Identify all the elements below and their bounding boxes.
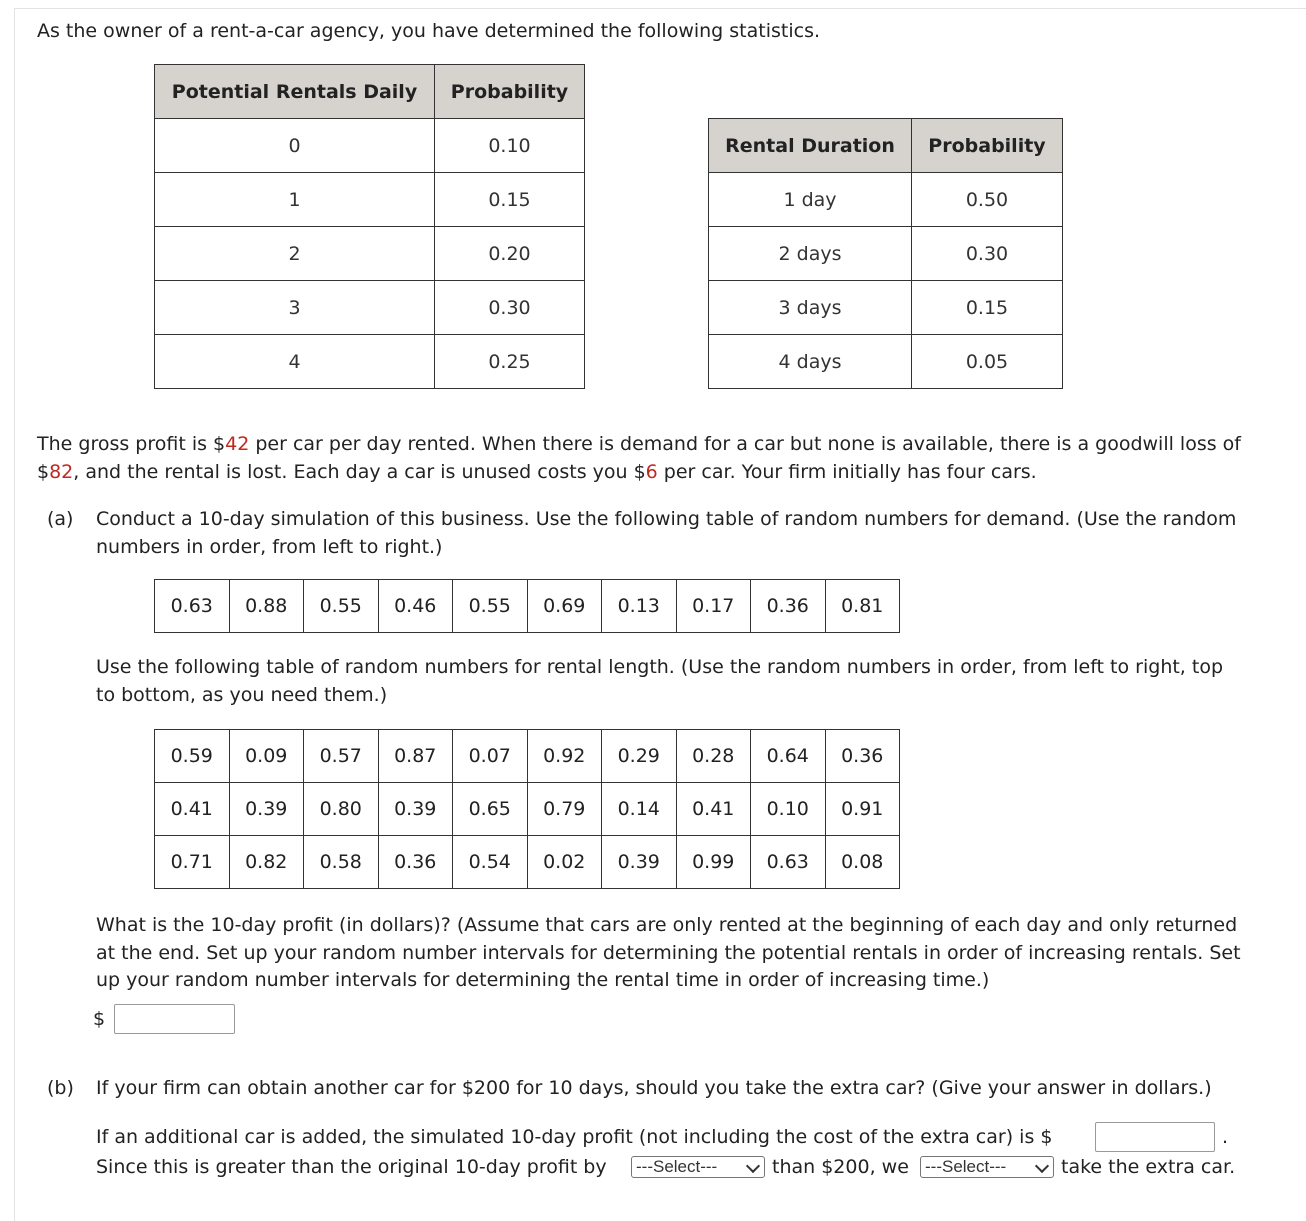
duration-cell: 1 day [709,173,912,227]
demand-random-table [154,579,900,633]
random-number-cell: 0.41 [676,783,751,836]
random-number-cell: 0.41 [155,783,230,836]
random-number-cell: 0.87 [378,730,453,783]
random-number-cell: 0.55 [453,580,528,633]
random-number-cell: 0.39 [229,783,304,836]
probability-cell: 0.30 [912,227,1063,281]
comparison-select[interactable] [631,1156,765,1178]
random-number-cell: 0.39 [602,836,677,889]
random-number-cell: 0.64 [751,730,826,783]
duration-header: Rental Duration [709,119,912,173]
random-number-cell: 0.55 [304,580,379,633]
random-number-cell: 0.69 [527,580,602,633]
rentals-header: Potential Rentals Daily [155,65,435,119]
random-number-cell: 0.80 [304,783,379,836]
random-number-cell: 0.63 [155,580,230,633]
random-number-cell: 0.91 [825,783,900,836]
random-number-cell: 0.58 [304,836,379,889]
random-number-cell: 0.08 [825,836,900,889]
rentals-cell: 1 [155,173,435,227]
decision-select[interactable] [920,1156,1054,1178]
profit-text: per car per day rented. When there is demand for a car but none is available, there is a goodwill loss of [249,433,1241,455]
random-number-cell: 0.65 [453,783,528,836]
unused-cost-value: 6 [645,461,658,483]
random-number-cell: 0.92 [527,730,602,783]
random-number-cell: 0.07 [453,730,528,783]
profit-text: The gross profit is $ [37,433,226,455]
part-b-question: If your firm can obtain another car for $200 for 10 days, should you take the extra car? (Give your answer in dollars.) [96,1077,1212,1099]
random-number-cell: 0.28 [676,730,751,783]
random-number-cell: 0.29 [602,730,677,783]
part-a-label: (a) [47,508,74,530]
random-number-cell: 0.36 [825,730,900,783]
goodwill-loss-value: 82 [49,461,74,483]
random-number-cell: 0.79 [527,783,602,836]
random-number-cell: 0.59 [155,730,230,783]
extra-car-profit-input[interactable] [1095,1122,1215,1152]
probability-cell: 0.30 [435,281,585,335]
extra-car-profit-text: If an additional car is added, the simulated 10-day profit (not including the cost of the extra car) is $ [96,1126,1053,1148]
profit-text: per car. Your firm initially has four cars. [657,461,1037,483]
random-number-cell: 0.39 [378,783,453,836]
question-line-2: at the end. Set up your random number intervals for determining the potential rentals in order of increasing rentals. Set [96,942,1241,964]
duration-cell: 3 days [709,281,912,335]
gross-profit-value: 42 [225,433,250,455]
random-number-cell: 0.46 [378,580,453,633]
random-number-cell: 0.10 [751,783,826,836]
random-number-cell: 0.71 [155,836,230,889]
question-line-3: up your random number intervals for determining the rental time in order of increasing time.) [96,969,990,991]
rentals-cell: 4 [155,335,435,389]
part-a-line-1: Conduct a 10-day simulation of this business. Use the following table of random numbers for demand. (Use the random [96,508,1237,530]
intro-text: As the owner of a rent-a-car agency, you have determined the following statistics. [37,20,821,42]
decision-text: take the extra car. [1061,1156,1236,1178]
length-line-2: to bottom, as you need them.) [96,684,388,706]
dollar-sign: $ [93,1008,106,1030]
random-number-cell: 0.36 [378,836,453,889]
random-number-cell: 0.36 [751,580,826,633]
random-number-cell: 0.82 [229,836,304,889]
select-value: ---Select--- [636,1157,718,1176]
probability-cell: 0.50 [912,173,1063,227]
random-number-cell: 0.99 [676,836,751,889]
length-random-table [154,729,900,889]
period-text: . [1222,1126,1229,1148]
duration-cell: 2 days [709,227,912,281]
probability-cell: 0.25 [435,335,585,389]
rentals-table [154,64,585,389]
random-number-cell: 0.09 [229,730,304,783]
random-number-cell: 0.13 [602,580,677,633]
probability-header: Probability [435,65,585,119]
probability-cell: 0.15 [912,281,1063,335]
random-number-cell: 0.14 [602,783,677,836]
length-line-1: Use the following table of random numbers for rental length. (Use the random numbers in order, from left to right, top [96,656,1224,678]
random-number-cell: 0.17 [676,580,751,633]
rentals-cell: 0 [155,119,435,173]
random-number-cell: 0.54 [453,836,528,889]
rentals-cell: 2 [155,227,435,281]
random-number-cell: 0.81 [825,580,900,633]
probability-cell: 0.10 [435,119,585,173]
select-value: ---Select--- [925,1157,1007,1176]
question-line-1: What is the 10-day profit (in dollars)? (Assume that cars are only rented at the beginning of each day and only returned [96,914,1238,936]
chevron-down-icon [1035,1159,1049,1173]
comparison-text-2: than $200, we [772,1156,909,1178]
probability-cell: 0.05 [912,335,1063,389]
probability-cell: 0.20 [435,227,585,281]
rentals-cell: 3 [155,281,435,335]
profit-text: $ [37,461,50,483]
profit-line-2 [37,458,1037,486]
duration-table [708,118,1063,389]
part-b-label: (b) [47,1077,74,1099]
duration-cell: 4 days [709,335,912,389]
part-a-line-2: numbers in order, from left to right.) [96,536,443,558]
chevron-down-icon [746,1159,760,1173]
random-number-cell: 0.57 [304,730,379,783]
comparison-text: Since this is greater than the original 10-day profit by [96,1156,607,1178]
random-number-cell: 0.88 [229,580,304,633]
random-number-cell: 0.02 [527,836,602,889]
probability-cell: 0.15 [435,173,585,227]
random-number-cell: 0.63 [751,836,826,889]
profit-line-1 [37,430,1241,458]
probability-header: Probability [912,119,1063,173]
ten-day-profit-input[interactable] [114,1004,235,1034]
profit-text: , and the rental is lost. Each day a car is unused costs you $ [73,461,646,483]
